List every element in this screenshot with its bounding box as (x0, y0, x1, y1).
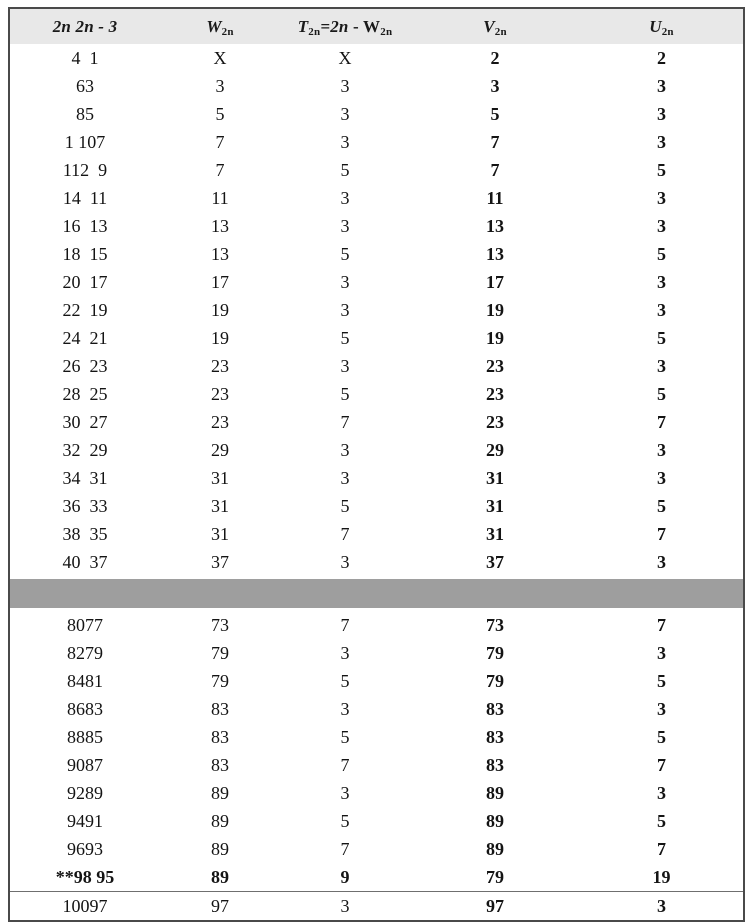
table-row (10, 863, 743, 891)
table-row (10, 520, 743, 548)
table-row (10, 667, 743, 695)
table-row (10, 779, 743, 807)
table-cell: 5 (215, 104, 225, 124)
table-cell: 3 (657, 468, 666, 488)
table-cell: 5 (340, 160, 350, 180)
table-row (10, 436, 743, 464)
table-cell: 5 (340, 244, 350, 264)
table-cell: 3 (657, 216, 666, 236)
table-cell: 32 29 (62, 440, 108, 460)
table-cell: 5 (657, 811, 666, 831)
table-row (10, 128, 743, 156)
table-cell: 13 (486, 244, 504, 264)
table-cell: 23 (486, 384, 504, 404)
table-cell: 79 (486, 643, 504, 663)
table-cell: 83 (486, 699, 504, 719)
table-cell: 5 (340, 328, 350, 348)
table-cell: 79 (486, 671, 504, 691)
table-cell: 83 (211, 699, 229, 719)
table-cell: 37 (486, 552, 504, 572)
table-cell: 19 (486, 328, 504, 348)
table-cell: 85 (76, 104, 94, 124)
table-cell: 3 (657, 896, 666, 916)
table-cell: 89 (486, 839, 504, 859)
data-table (8, 7, 745, 922)
header-cell-col-v2n: $V_{2n}$ (483, 16, 507, 38)
table-cell: 7 (490, 132, 500, 152)
table-cell: 1 107 (64, 132, 106, 152)
table-cell: 29 (211, 440, 229, 460)
table-cell: 89 (211, 839, 229, 859)
table-cell: 3 (657, 783, 666, 803)
table-cell: 89 (486, 811, 504, 831)
header-cell-col-u2n: $U_{2n}$ (649, 16, 674, 38)
table-body (10, 44, 743, 920)
table-row (10, 324, 743, 352)
table-cell: 73 (486, 615, 504, 635)
table-cell: 7 (340, 615, 350, 635)
table-row (10, 268, 743, 296)
table-cell: 17 (486, 272, 504, 292)
table-cell: 31 (486, 468, 504, 488)
table-cell: 3 (340, 132, 350, 152)
table-cell: 3 (657, 104, 666, 124)
table-cell: 89 (211, 783, 229, 803)
table-cell: 34 31 (62, 468, 108, 488)
table-cell: 3 (340, 216, 350, 236)
table-cell: 7 (215, 160, 225, 180)
table-cell: 89 (211, 811, 229, 831)
table-cell: 3 (340, 104, 350, 124)
table-cell: 7 (490, 160, 500, 180)
table-cell: 3 (657, 440, 666, 460)
table-cell: 7 (657, 524, 666, 544)
table-cell: 3 (340, 552, 350, 572)
table-cell: 23 (486, 412, 504, 432)
table-cell: 30 27 (62, 412, 108, 432)
table-row (10, 492, 743, 520)
table-cell: 13 (486, 216, 504, 236)
table-cell: 8279 (67, 643, 103, 663)
table-cell: 7 (340, 755, 350, 775)
table-header-row (10, 9, 743, 44)
table-cell: 3 (340, 699, 350, 719)
table-cell: 31 (211, 524, 229, 544)
table-cell: 13 (211, 216, 229, 236)
table-row (10, 891, 743, 920)
table-cell: 5 (657, 244, 666, 264)
table-cell: 97 (486, 896, 504, 916)
table-row (10, 611, 743, 639)
table-cell: 14 11 (62, 188, 108, 208)
table-cell: 5 (340, 671, 350, 691)
table-cell: 73 (211, 615, 229, 635)
table-cell: 5 (657, 496, 666, 516)
table-cell: 20 17 (62, 272, 108, 292)
table-row (10, 639, 743, 667)
table-row (10, 380, 743, 408)
table-cell: 112 9 (62, 160, 108, 180)
table-cell: 3 (657, 188, 666, 208)
table-cell: 3 (490, 76, 500, 96)
table-cell: 19 (211, 300, 229, 320)
table-cell: 3 (340, 643, 350, 663)
table-cell: 5 (340, 727, 350, 747)
table-row (10, 100, 743, 128)
table-cell: 8885 (67, 727, 103, 747)
table-cell: 26 23 (62, 356, 108, 376)
table-cell: 83 (211, 755, 229, 775)
header-cell-col-2n-2n-minus-3: 2n 2n - 3 (52, 16, 118, 36)
table-cell: 38 35 (62, 524, 108, 544)
table-cell: 5 (340, 384, 350, 404)
table-row (10, 548, 743, 576)
table-cell: 8077 (67, 615, 103, 635)
table-cell: 11 (486, 188, 504, 208)
table-cell: 19 (211, 328, 229, 348)
table-cell: 3 (657, 552, 666, 572)
table-cell: 89 (486, 783, 504, 803)
table-cell: 22 19 (62, 300, 108, 320)
table-cell: 3 (657, 132, 666, 152)
table-cell: 19 (486, 300, 504, 320)
table-cell: 8481 (67, 671, 103, 691)
table-row (10, 835, 743, 863)
table-cell: 10097 (62, 896, 108, 916)
table-row (10, 184, 743, 212)
table-cell: 79 (486, 867, 504, 887)
table-row (10, 156, 743, 184)
table-cell: 23 (211, 384, 229, 404)
table-cell: 16 13 (62, 216, 108, 236)
table-cell: 5 (657, 384, 666, 404)
table-row (10, 695, 743, 723)
table-cell: 5 (657, 671, 666, 691)
table-cell: 40 37 (62, 552, 108, 572)
table-cell: X (338, 48, 352, 68)
table-cell: 3 (340, 783, 350, 803)
table-cell: 3 (657, 300, 666, 320)
table-cell: 5 (340, 811, 350, 831)
table-cell: 8683 (67, 699, 103, 719)
table-cell: 31 (211, 468, 229, 488)
table-cell: 9491 (67, 811, 103, 831)
table-cell: 7 (340, 839, 350, 859)
table-cell: 3 (340, 188, 350, 208)
table-cell: 3 (340, 468, 350, 488)
table-row (10, 44, 743, 72)
table-row (10, 212, 743, 240)
table-cell: 3 (657, 356, 666, 376)
table-cell: 4 1 (71, 48, 99, 68)
table-cell: 3 (340, 440, 350, 460)
table-cell: 5 (657, 727, 666, 747)
table-cell: 3 (657, 643, 666, 663)
table-cell: X (213, 48, 227, 68)
table-cell: 11 (211, 188, 229, 208)
table-cell: 36 33 (62, 496, 108, 516)
table-row (10, 352, 743, 380)
table-cell: 5 (340, 496, 350, 516)
table-cell: 5 (657, 160, 666, 180)
table-cell: 9693 (67, 839, 103, 859)
table-cell: 7 (657, 839, 666, 859)
table-cell: 3 (340, 272, 350, 292)
table-cell: 24 21 (62, 328, 108, 348)
header-cell-col-t2n: $T_{2n}=2n - W_{2n}$ (297, 16, 393, 38)
table-cell: 23 (211, 356, 229, 376)
table-cell: 37 (211, 552, 229, 572)
table-row (10, 72, 743, 100)
table-cell: 7 (215, 132, 225, 152)
header-cell-col-w2n: $W_{2n}$ (206, 16, 234, 38)
table-cell: 19 (652, 867, 671, 887)
table-cell: 13 (211, 244, 229, 264)
table-row (10, 296, 743, 324)
table-cell: 3 (657, 272, 666, 292)
table-cell: 83 (486, 727, 504, 747)
table-cell: 7 (657, 412, 666, 432)
table-cell: 3 (340, 76, 350, 96)
table-cell: 83 (486, 755, 504, 775)
table-cell: 3 (340, 356, 350, 376)
table-cell: 23 (211, 412, 229, 432)
table-row (10, 807, 743, 835)
table-cell: 3 (657, 699, 666, 719)
table-cell: 7 (657, 615, 666, 635)
table-cell: 63 (76, 76, 94, 96)
section-separator-band (10, 579, 743, 608)
table-cell: **98 95 (55, 867, 115, 887)
table-cell: 31 (486, 524, 504, 544)
table-row (10, 723, 743, 751)
table-cell: 5 (657, 328, 666, 348)
table-cell: 29 (486, 440, 504, 460)
table-cell: 3 (340, 896, 350, 916)
table-row (10, 751, 743, 779)
table-cell: 79 (211, 671, 229, 691)
table-cell: 79 (211, 643, 229, 663)
table-cell: 2 (657, 48, 666, 68)
table-cell: 7 (340, 412, 350, 432)
table-cell: 18 15 (62, 244, 108, 264)
table-cell: 17 (211, 272, 229, 292)
table-cell: 31 (486, 496, 504, 516)
table-cell: 9 (340, 867, 350, 887)
table-cell: 3 (340, 300, 350, 320)
table-cell: 7 (340, 524, 350, 544)
table-row (10, 240, 743, 268)
table-cell: 97 (211, 896, 229, 916)
table-cell: 3 (215, 76, 225, 96)
table-cell: 23 (486, 356, 504, 376)
table-cell: 31 (211, 496, 229, 516)
table-cell: 9289 (67, 783, 103, 803)
table-cell: 9087 (67, 755, 103, 775)
table-cell: 83 (211, 727, 229, 747)
table-cell: 5 (490, 104, 500, 124)
table-cell: 89 (211, 867, 229, 887)
table-cell: 3 (657, 76, 666, 96)
table-row (10, 408, 743, 436)
table-cell: 2 (490, 48, 500, 68)
table-cell: 28 25 (62, 384, 108, 404)
table-cell: 7 (657, 755, 666, 775)
table-row (10, 464, 743, 492)
